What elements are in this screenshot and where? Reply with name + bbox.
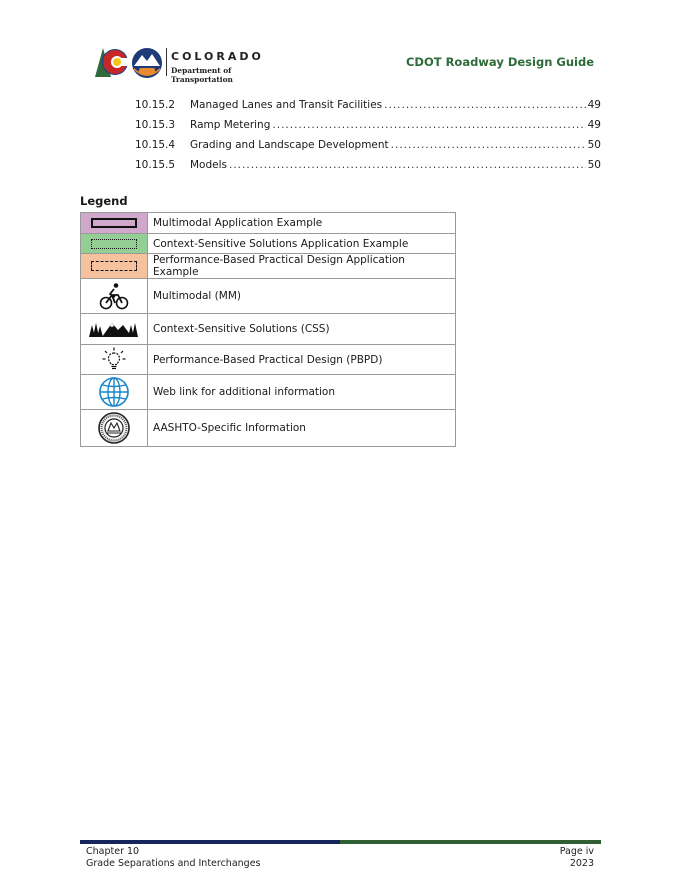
toc-title[interactable]: Managed Lanes and Transit Facilities xyxy=(190,99,383,111)
legend-heading: Legend xyxy=(80,194,128,208)
toc-page[interactable]: 49 xyxy=(587,99,601,111)
toc-entry[interactable] xyxy=(135,119,601,139)
legend-label: Performance-Based Practical Design (PBPD) xyxy=(148,345,456,375)
toc-entry[interactable] xyxy=(135,139,601,159)
footer-chapter: Chapter 10 xyxy=(86,846,140,857)
footer-rule-blue xyxy=(80,840,340,844)
toc-number: 10.15.3 xyxy=(135,119,176,131)
toc-number: 10.15.4 xyxy=(135,139,176,151)
document-title: CDOT Roadway Design Guide xyxy=(405,55,594,69)
toc-page[interactable]: 49 xyxy=(587,119,601,131)
toc-entry[interactable] xyxy=(135,159,601,179)
legend-row xyxy=(81,375,456,410)
colorado-cdot-logo-icon xyxy=(93,44,165,80)
multimodal-example-swatch xyxy=(81,213,148,234)
logo-wordmark: COLORADO xyxy=(171,50,264,63)
toc-leader xyxy=(384,99,585,111)
toc-number: 10.15.2 xyxy=(135,99,176,111)
legend-row xyxy=(81,345,456,375)
legend-row xyxy=(81,254,456,279)
aashto-seal-icon xyxy=(98,412,130,444)
toc-leader xyxy=(229,159,586,171)
legend-symbol xyxy=(81,410,148,447)
legend-row xyxy=(81,314,456,345)
legend-symbol xyxy=(81,314,148,345)
toc-title[interactable]: Ramp Metering xyxy=(190,119,271,131)
toc-number: 10.15.5 xyxy=(135,159,176,171)
legend-row xyxy=(81,234,456,254)
footer-rule-green xyxy=(340,840,601,844)
toc-leader xyxy=(391,139,586,151)
legend-label: Context-Sensitive Solutions Application Example xyxy=(148,234,456,254)
legend-symbol xyxy=(81,345,148,375)
pbpd-example-swatch xyxy=(81,254,148,279)
legend-label: AASHTO-Specific Information xyxy=(148,410,456,447)
legend-row xyxy=(81,410,456,447)
legend-table xyxy=(80,212,456,447)
table-of-contents xyxy=(135,99,601,179)
toc-title[interactable]: Grading and Landscape Development xyxy=(190,139,389,151)
logo-divider xyxy=(166,48,167,76)
legend-symbol xyxy=(81,375,148,410)
legend-label: Web link for additional information xyxy=(148,375,456,410)
cdot-logo xyxy=(93,44,293,84)
bicycle-icon xyxy=(99,282,129,310)
toc-page[interactable]: 50 xyxy=(587,139,601,151)
toc-entry[interactable] xyxy=(135,99,601,119)
legend-label: Multimodal (MM) xyxy=(148,279,456,314)
lightbulb-icon xyxy=(102,347,126,373)
toc-title[interactable]: Models xyxy=(190,159,227,171)
toc-leader xyxy=(272,119,585,131)
legend-row xyxy=(81,279,456,314)
footer-page-number: Page iv xyxy=(559,846,594,857)
css-example-swatch xyxy=(81,234,148,254)
legend-label: Performance-Based Practical Design Application Example xyxy=(148,254,456,279)
footer-chapter-title: Grade Separations and Interchanges xyxy=(86,858,261,869)
globe-icon xyxy=(98,376,130,408)
legend-label: Multimodal Application Example xyxy=(148,213,456,234)
legend-row xyxy=(81,213,456,234)
logo-subtitle: Department of Transportation xyxy=(171,66,233,84)
footer-year: 2023 xyxy=(569,858,594,869)
toc-page[interactable]: 50 xyxy=(587,159,601,171)
legend-symbol xyxy=(81,279,148,314)
legend-label: Context-Sensitive Solutions (CSS) xyxy=(148,314,456,345)
mountains-trees-icon xyxy=(88,320,140,338)
